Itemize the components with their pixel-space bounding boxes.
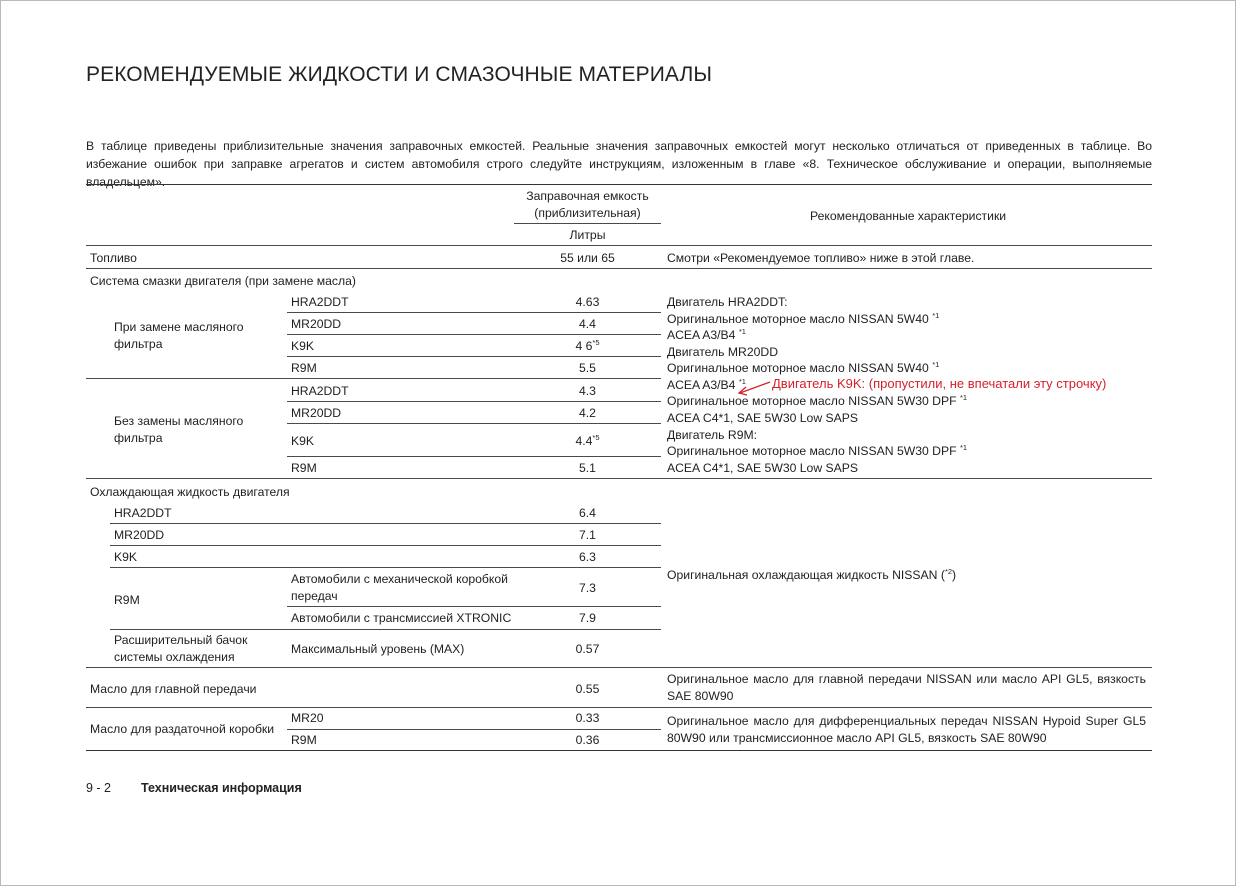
oil-capacity-value xyxy=(514,316,661,333)
oil-spec-line xyxy=(667,427,757,444)
coolant-value: 7.9 xyxy=(579,611,596,625)
coolant-engine-label: R9M xyxy=(114,593,140,607)
footnote-mark: *2 xyxy=(944,566,953,576)
oil-capacity-number: 4.2 xyxy=(579,406,596,420)
header-bottom-rule xyxy=(86,245,1152,246)
page-title: РЕКОМЕНДУЕМЫЕ ЖИДКОСТИ И СМАЗОЧНЫЕ МАТЕРИАЛЫ xyxy=(86,63,713,86)
oil-spec-text: Оригинальное моторное масло NISSAN 5W30 DPF xyxy=(667,394,957,408)
oil-engine-label: K9K xyxy=(291,339,315,353)
coolant-row-rule xyxy=(110,545,661,546)
coolant-spec-end: ) xyxy=(952,568,957,582)
oil-engine-label: MR20DD xyxy=(291,406,342,420)
oil-spec-line xyxy=(667,344,778,361)
oil-capacity-value xyxy=(514,433,661,450)
oil-spec-text: ACEA A3/B4 xyxy=(667,328,736,342)
transfer-value: 0.36 xyxy=(575,733,600,747)
transfer-value: 0.33 xyxy=(575,711,600,725)
oil-capacity-number: 5.1 xyxy=(579,461,596,475)
oil-spec-text: Двигатель HRA2DDT: xyxy=(667,295,788,309)
oil-with-filter-label: При замене масляного фильтра xyxy=(114,320,244,351)
footnote-mark: *1 xyxy=(932,359,940,369)
oil-engine-label: HRA2DDT xyxy=(291,384,349,398)
oil-capacity-number: 4 6 xyxy=(575,339,593,353)
coolant-engine-label: MR20DD xyxy=(114,528,165,542)
fuel-label: Топливо xyxy=(90,251,137,265)
final-drive-value: 0.55 xyxy=(575,682,600,696)
page-number: 9 - 2 xyxy=(86,781,112,795)
footer-section-title: Техническая информация xyxy=(141,781,302,795)
oil-engine-label: MR20DD xyxy=(291,317,342,331)
oil-row-rule xyxy=(287,456,661,457)
oil-capacity-value xyxy=(514,383,661,400)
intro-paragraph: В таблице приведены приблизительные значения заправочных емкостей. Реальные значения заправочных емкостей могут несколько отличаться от приведенных в таблице. Во избежание ошибок при заправке агрегатов и систем автомобиля строго следуйте инструкциям, изложенным в главе «8. Техническое обслуживание и операции, выполняемые владельцем». xyxy=(86,139,1152,189)
fuel-bottom-rule xyxy=(86,268,1152,269)
oil-without-filter-label: Без замены масляного фильтра xyxy=(114,414,244,445)
oil-spec-line xyxy=(667,410,858,427)
coolant-row-rule xyxy=(287,606,661,607)
footnote-mark: *1 xyxy=(932,310,940,320)
transfer-engine-label: MR20 xyxy=(291,711,324,725)
oil-spec-text: Оригинальное моторное масло NISSAN 5W40 xyxy=(667,361,929,375)
coolant-value: 7.3 xyxy=(579,581,596,595)
oil-bottom-rule xyxy=(86,478,1152,479)
oil-spec-text: Двигатель R9M: xyxy=(667,428,758,442)
footnote-mark: *1 xyxy=(738,376,746,386)
oil-spec-text: Оригинальное моторное масло NISSAN 5W40 xyxy=(667,312,929,326)
annotation-arrow-icon xyxy=(734,377,774,399)
coolant-manual-label: Автомобили с механической коробкой передач xyxy=(291,572,508,603)
oil-capacity-value xyxy=(514,460,661,477)
handwritten-annotation: Двигатель K9K: (пропустили, не впечатали эту строчку) xyxy=(772,376,1107,391)
coolant-value: 6.4 xyxy=(579,506,596,520)
coolant-engine-label: K9K xyxy=(114,550,138,564)
coolant-bottom-rule xyxy=(86,667,1152,668)
coolant-value: 0.57 xyxy=(575,642,600,656)
footnote-mark: *1 xyxy=(738,326,746,336)
transfer-engine-label: R9M xyxy=(291,733,317,747)
oil-section-label: Система смазки двигателя (при замене масла) xyxy=(90,274,356,288)
oil-capacity-number: 5.5 xyxy=(579,361,596,375)
oil-spec-text: Двигатель MR20DD xyxy=(667,345,779,359)
oil-spec-line xyxy=(667,393,967,410)
capacity-header-rule xyxy=(514,223,661,224)
oil-row-rule xyxy=(287,312,661,313)
oil-engine-label: R9M xyxy=(291,461,317,475)
oil-capacity-number: 4.3 xyxy=(579,384,596,398)
oil-spec-line xyxy=(667,327,746,344)
footnote-mark: *1 xyxy=(959,392,968,402)
coolant-row-rule xyxy=(110,523,661,524)
fuel-spec: Смотри «Рекомендуемое топливо» ниже в этой главе. xyxy=(667,251,975,265)
oil-spec-line xyxy=(667,294,787,311)
coolant-tank-sub: Максимальный уровень (MAX) xyxy=(291,642,465,656)
coolant-tank-label: Расширительный бачок системы охлаждения xyxy=(114,633,248,664)
oil-spec-line xyxy=(667,360,939,377)
fuel-value: 55 или 65 xyxy=(560,251,615,265)
oil-spec-line xyxy=(667,443,967,460)
oil-spec-line xyxy=(667,460,858,477)
coolant-section-label: Охлаждающая жидкость двигателя xyxy=(90,485,290,499)
coolant-row-rule xyxy=(110,567,661,568)
table-bottom-rule xyxy=(86,750,1152,751)
coolant-row-rule xyxy=(110,629,661,630)
units-header: Литры xyxy=(569,228,606,242)
coolant-spec xyxy=(667,567,956,584)
oil-engine-label: HRA2DDT xyxy=(291,295,349,309)
oil-engine-label: R9M xyxy=(291,361,317,375)
final-drive-spec: Оригинальное масло для главной передачи NISSAN или масло API GL5, вязкость SAE 80W90 xyxy=(667,672,1146,703)
oil-capacity-value xyxy=(514,338,661,355)
oil-row-rule xyxy=(287,356,661,357)
oil-capacity-number: 4.4 xyxy=(579,317,596,331)
oil-capacity-value xyxy=(514,405,661,422)
oil-capacity-value xyxy=(514,294,661,311)
footnote-mark: *1 xyxy=(959,442,968,452)
recommended-header: Рекомендованные характеристики xyxy=(810,209,1007,223)
transfer-row-rule xyxy=(287,729,661,730)
coolant-spec-text: Оригинальная охлаждающая жидкость NISSAN ( xyxy=(667,568,945,582)
oil-row-rule xyxy=(287,334,661,335)
oil-spec-text: ACEA A3/B4 xyxy=(667,378,736,392)
footnote-mark: *5 xyxy=(592,432,600,442)
coolant-engine-label: HRA2DDT xyxy=(114,506,172,520)
oil-capacity-number: 4.63 xyxy=(575,295,600,309)
oil-spec-text: ACEA C4*1, SAE 5W30 Low SAPS xyxy=(667,411,859,425)
capacity-header: Заправочная емкость xyxy=(526,189,649,203)
coolant-xtronic-label: Автомобили с трансмиссией XTRONIC xyxy=(291,611,512,625)
footnote-mark: *5 xyxy=(592,337,600,347)
table-top-rule xyxy=(86,184,1152,185)
oil-spec-line xyxy=(667,311,939,328)
capacity-header-sub: (приблизительная) xyxy=(534,206,641,220)
coolant-value: 6.3 xyxy=(579,550,596,564)
final-drive-label: Масло для главной передачи xyxy=(90,682,257,696)
oil-row-rule xyxy=(287,423,661,424)
oil-spec-text: ACEA C4*1, SAE 5W30 Low SAPS xyxy=(667,461,859,475)
coolant-value: 7.1 xyxy=(579,528,596,542)
transfer-spec: Оригинальное масло для дифференциальных передач NISSAN Hypoid Super GL5 80W90 или трансмиссионное масло API GL5, вязкость SAE 80W90 xyxy=(667,714,1146,745)
oil-engine-label: K9K xyxy=(291,434,315,448)
oil-capacity-number: 4.4 xyxy=(575,434,593,448)
oil-capacity-value xyxy=(514,360,661,377)
oil-group-rule xyxy=(86,378,661,379)
oil-spec-text: Оригинальное моторное масло NISSAN 5W30 DPF xyxy=(667,444,957,458)
final-drive-bottom-rule xyxy=(86,707,1152,708)
oil-row-rule xyxy=(287,401,661,402)
transfer-label: Масло для раздаточной коробки xyxy=(90,722,275,736)
